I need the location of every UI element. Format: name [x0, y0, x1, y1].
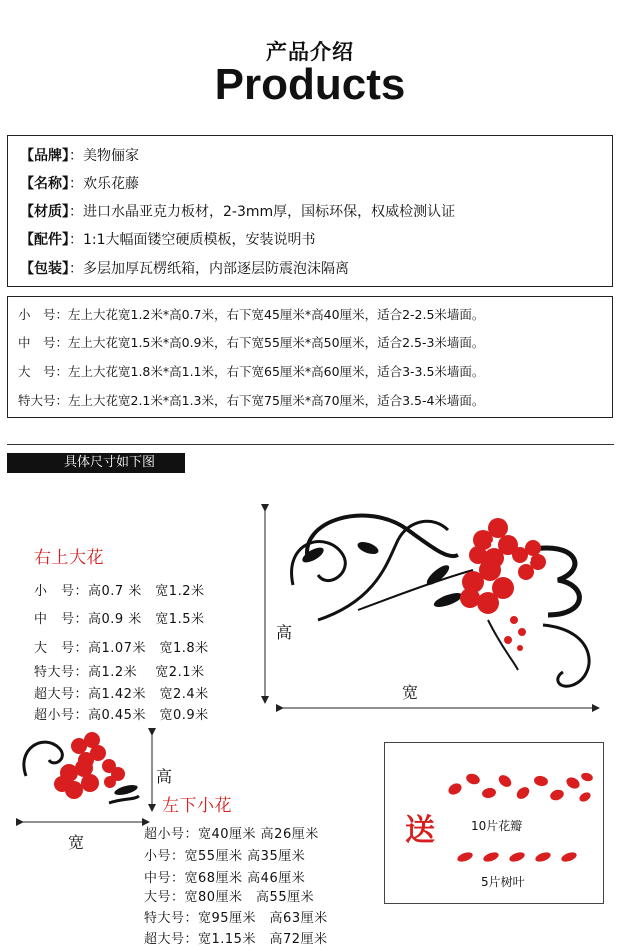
- spec-brand: 【品牌】：美物俪家: [20, 148, 139, 164]
- small-flower-row: 中号：宽68厘米 高46厘米: [144, 871, 306, 886]
- big-flower-row: 特大号：高1.2米 宽2.1米: [34, 665, 205, 680]
- big-flower-height-label: 高: [276, 623, 293, 642]
- size-row-medium: 中 号：左上大花宽1.5米*高0.9米，右下宽55厘米*高50厘米，适合2.5-3米墙面。: [18, 335, 485, 350]
- spec-material: 【材质】：进口水晶亚克力板材，2-3mm厚，国标环保，权威检测认证: [20, 204, 456, 220]
- small-flower-row: 大号：宽80厘米 高55厘米: [144, 890, 315, 905]
- page-title-en: Products: [214, 60, 406, 109]
- gift-box: [384, 742, 604, 904]
- small-flower-row: 特大号：宽95厘米 高63厘米: [144, 911, 328, 926]
- spec-box: [7, 135, 613, 287]
- small-flower-height-label: 高: [156, 767, 173, 786]
- small-flower-row: 小号：宽55厘米 高35厘米: [144, 849, 306, 864]
- gift-label: 送: [405, 813, 435, 848]
- big-flower-title: 右上大花: [34, 548, 104, 568]
- big-flower-illustration: [258, 500, 618, 720]
- big-flower-row: 大 号：高1.07米 宽1.8米: [34, 641, 209, 656]
- spec-accessories: 【配件】：1:1大幅面镂空硬质模板，安装说明书: [20, 232, 316, 248]
- divider: [7, 444, 614, 445]
- leaves-label: 5片树叶: [481, 875, 525, 889]
- big-flower-row: 超大号：高1.42米 宽2.4米: [34, 687, 209, 702]
- spec-packaging: 【包装】：多层加厚瓦楞纸箱，内部逐层防震泡沫隔离: [20, 261, 349, 277]
- small-flower-illustration: [14, 728, 164, 828]
- big-flower-row: 小 号：高0.7 米 宽1.2米: [34, 584, 205, 599]
- big-flower-row: 中 号：高0.9 米 宽1.5米: [34, 612, 205, 627]
- petals-label: 10片花瓣: [471, 819, 523, 833]
- small-flower-width-label: 宽: [68, 833, 85, 852]
- size-row-small: 小 号：左上大花宽1.2米*高0.7米，右下宽45厘米*高40厘米，适合2-2.5米墙面。: [18, 307, 485, 322]
- section-heading: 具体尺寸如下图: [7, 453, 185, 473]
- leaves-icon: [455, 847, 585, 867]
- small-flower-row: 超大号：宽1.15米 高72厘米: [144, 932, 328, 947]
- big-flower-width-label: 宽: [402, 683, 419, 702]
- size-box: [7, 296, 613, 418]
- big-flower-row: 超小号：高0.45米 宽0.9米: [34, 708, 209, 723]
- page-title-cn: 产品介绍: [266, 40, 354, 64]
- size-row-large: 大 号：左上大花宽1.8米*高1.1米，右下宽65厘米*高60厘米，适合3-3.5米墙面。: [18, 364, 485, 379]
- size-row-xlarge: 特大号：左上大花宽2.1米*高1.3米，右下宽75厘米*高70厘米，适合3.5-4米墙面。: [18, 393, 485, 408]
- petals-icon: [445, 769, 595, 809]
- small-flower-row: 超小号：宽40厘米 高26厘米: [144, 827, 319, 842]
- spec-name: 【名称】：欢乐花藤: [20, 176, 139, 192]
- small-flower-title: 左下小花: [162, 796, 232, 816]
